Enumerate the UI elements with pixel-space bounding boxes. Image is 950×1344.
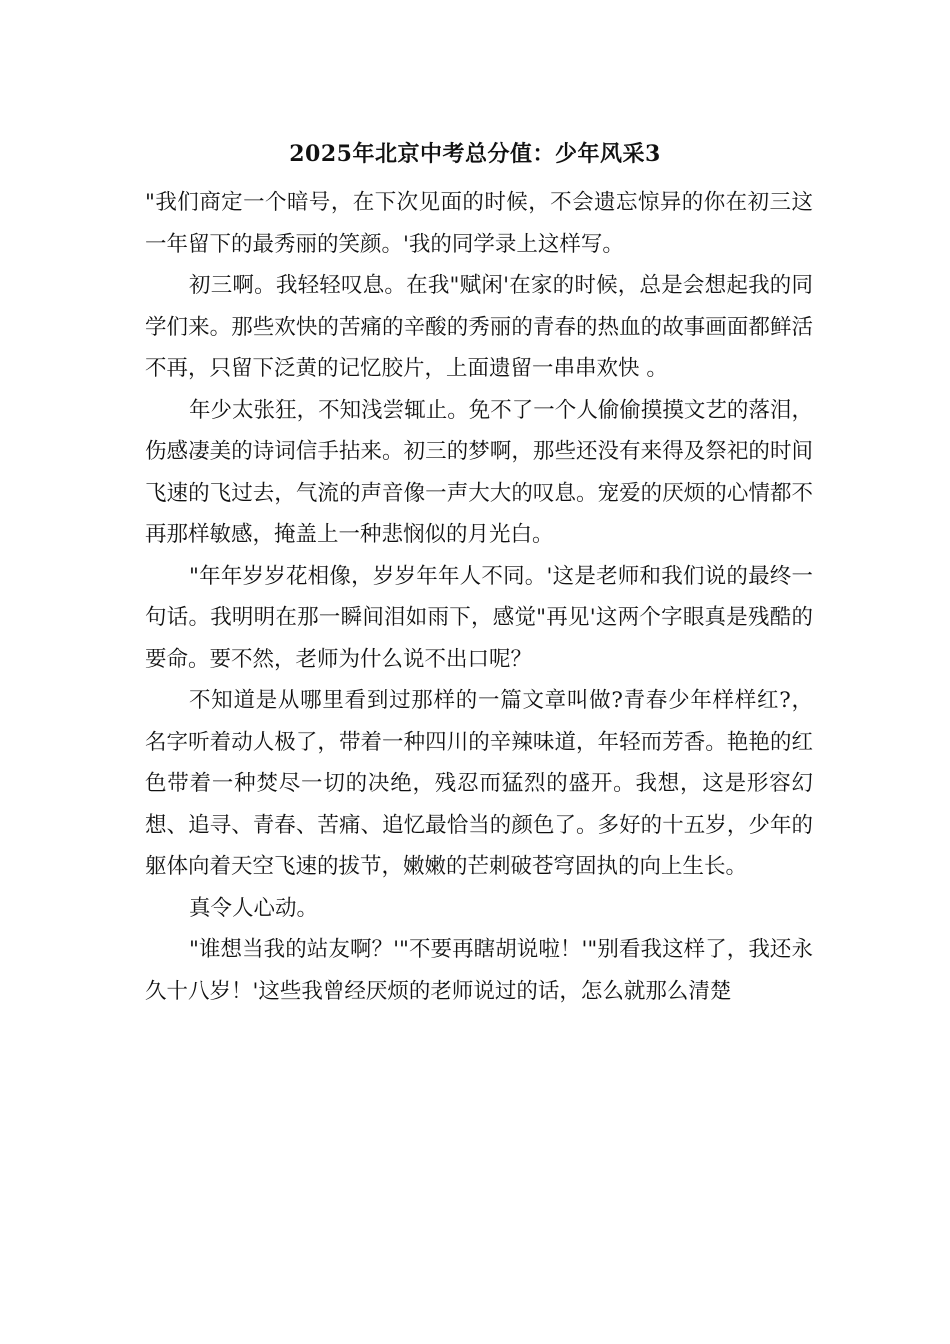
paragraph: 初三啊。我轻轻叹息。在我"赋闲'在家的时候，总是会想起我的同学们来。那些欢快的苦痛的辛酸的秀丽的青春的热血的故事画面都鲜活不再，只留下泛黄的记忆胶片，上面遗留一串串欢快 。	[145, 273, 813, 381]
document-body	[145, 182, 813, 1012]
paragraph: "年年岁岁花相像，岁岁年年人不同。'这是老师和我们说的最终一句话。我明明在那一瞬间泪如雨下，感觉"再见'这两个字眼真是残酷的要命。要不然，老师为什么说不出口呢？	[145, 563, 813, 672]
paragraph: 年少太张狂，不知浅尝辄止。免不了一个人偷偷摸摸文艺的落泪，伤感凄美的诗词信手拈来。初三的梦啊，那些还没有来得及祭祀的时间飞速的飞过去，气流的声音像一声大大的叹息。宠爱的厌烦的心情都不再那样敏感，掩盖上一种悲悯似的月光白。	[145, 397, 813, 547]
paragraph: "我们商定一个暗号，在下次见面的时候，不会遗忘惊异的你在初三这一年留下的最秀丽的笑颜。'我的同学录上这样写。	[145, 190, 813, 257]
document-title: 2025年北京中考总分值：少年风采3	[289, 141, 661, 167]
paragraph: 真令人心动。	[189, 895, 319, 921]
paragraph: 不知道是从哪里看到过那样的一篇文章叫做?青春少年样样红?，名字听着动人极了，带着一种四川的辛辣味道，年轻而芳香。艳艳的红色带着一种焚尽一切的决绝，残忍而猛烈的盛开。我想，这是形容幻想、追寻、青春、苦痛、追忆最恰当的颜色了。多好的十五岁，少年的躯体向着天空飞速的拔节，嫩嫩的芒刺破苍穹固执的向上生长。	[145, 688, 813, 879]
paragraph: "谁想当我的站友啊？'"不要再瞎胡说啦！'"别看我这样了，我还永久十八岁！'这些我曾经厌烦的老师说过的话，怎么就那么清楚	[145, 937, 813, 1004]
